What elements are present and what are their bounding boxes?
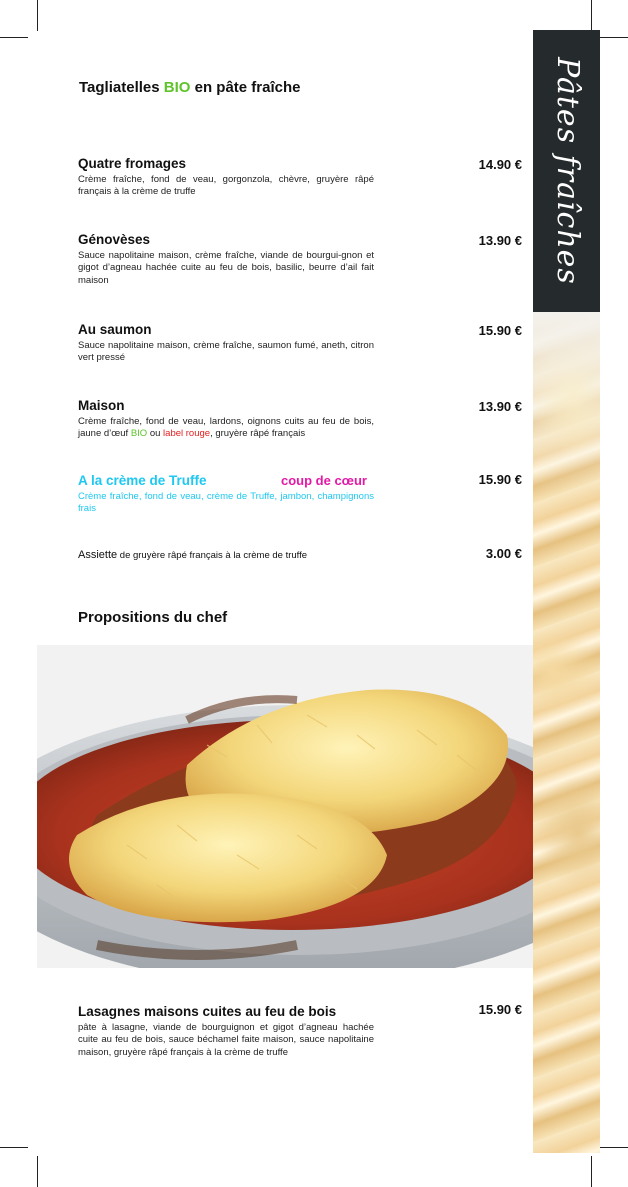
bio-label: BIO	[130, 428, 148, 440]
item-name	[78, 549, 374, 561]
section-title-text: Tagliatelles	[79, 79, 164, 96]
section-title	[79, 79, 300, 96]
item-description: Crème fraîche, fond de veau, gorgonzola, chèvre, gruyère râpé français à la crème de truffe	[78, 174, 374, 198]
item-name: Génovèses	[78, 232, 151, 247]
bio-label: BIO	[163, 79, 191, 96]
item-description: pâte à lasagne, viande de bourguignon et gigot d’agneau hachée cuite au feu de bois, sauce béchamel faite maison, sauce napolitaine maison, gruyère râpé français à la crème de truffe	[78, 1022, 374, 1058]
section-title-text: en pâte fraîche	[190, 79, 301, 96]
side-band	[533, 30, 600, 1153]
chef-section-title: Propositions du chef	[78, 609, 228, 626]
crop-mark	[591, 1156, 592, 1187]
description-text: Crème fraîche, fond de veau, lardons, oignons cuits au feu de bois, jaune d’œuf	[78, 416, 374, 440]
label-rouge: label rouge	[163, 428, 211, 440]
menu-item	[78, 398, 374, 441]
item-name-rest: de gruyère râpé français à la crème de truffe	[117, 550, 308, 561]
photo-fade	[533, 312, 600, 492]
menu-item	[78, 156, 374, 199]
item-description: Sauce napolitaine maison, crème fraîche, viande de bourgui-gnon et gigot d’agneau hachée cuite au feu de bois, basilic, beurre d’ail fait maison	[78, 250, 374, 286]
crop-mark	[0, 37, 28, 38]
item-name: Lasagnes maisons cuites au feu de bois	[78, 1004, 337, 1019]
item-price: 3.00 €	[485, 546, 522, 561]
coup-de-coeur-badge: coup de cœur	[281, 473, 367, 488]
crop-mark	[37, 0, 38, 31]
crop-mark	[37, 1156, 38, 1187]
description-text: , gruyère râpé français	[210, 428, 306, 440]
lasagne-photo	[37, 645, 533, 968]
item-price: 13.90 €	[478, 399, 522, 414]
side-band-header	[533, 30, 600, 312]
item-name: Au saumon	[78, 322, 152, 337]
menu-item	[78, 232, 374, 287]
crop-mark	[600, 1147, 628, 1148]
menu-item	[78, 1004, 374, 1059]
item-name-lead: Assiette	[78, 549, 118, 561]
menu-item-featured	[78, 473, 374, 516]
crop-mark	[0, 1147, 28, 1148]
item-price: 14.90 €	[478, 157, 522, 172]
crop-mark	[600, 37, 628, 38]
item-price: 15.90 €	[478, 472, 522, 487]
item-description: Sauce napolitaine maison, crème fraîche, saumon fumé, aneth, citron vert pressé	[78, 340, 374, 364]
item-description	[78, 416, 374, 441]
menu-item	[78, 549, 374, 561]
item-name: Maison	[78, 398, 125, 413]
menu-item	[78, 322, 374, 365]
item-price: 15.90 €	[478, 1002, 522, 1017]
side-band-title: Pâtes fraîches	[550, 57, 585, 285]
item-price: 13.90 €	[478, 233, 522, 248]
item-description: Crème fraîche, fond de veau, crème de Truffe, jambon, champignons frais	[78, 491, 374, 515]
pasta-photo	[533, 312, 600, 1153]
lasagne-illustration	[37, 645, 533, 968]
description-text: ou	[147, 428, 164, 440]
item-name-row	[78, 473, 374, 489]
item-price: 15.90 €	[478, 323, 522, 338]
item-name: A la crème de Truffe	[78, 473, 207, 488]
crop-mark	[591, 0, 592, 31]
item-name: Quatre fromages	[78, 156, 187, 171]
